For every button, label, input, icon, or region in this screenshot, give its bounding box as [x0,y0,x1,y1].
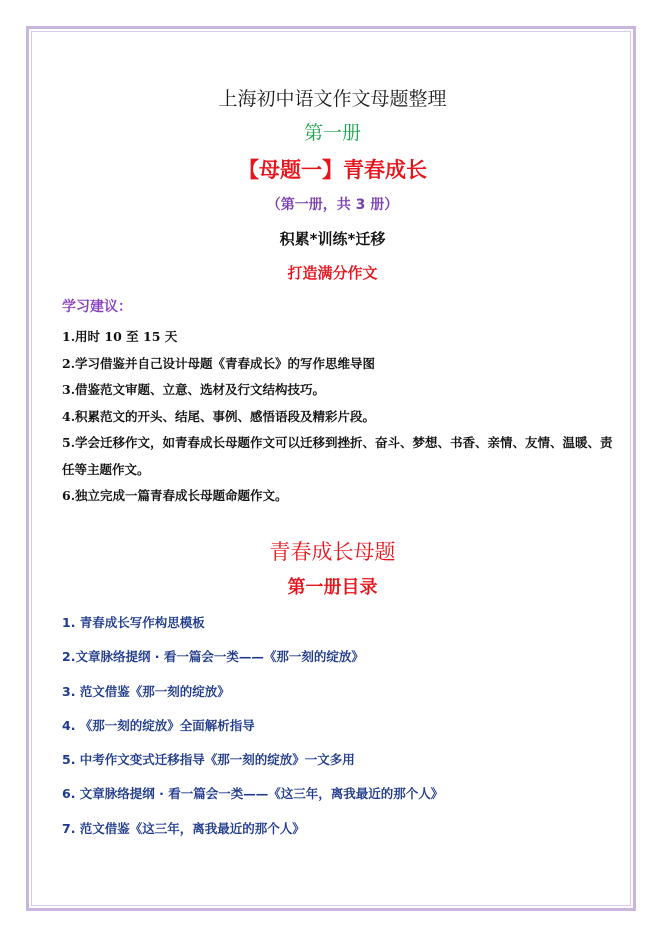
advice-item: 1.用时 10 至 15 天 [62,329,178,344]
toc-item[interactable]: 3. 范文借鉴《那一刻的绽放》 [62,683,230,699]
section-title: 青春成长母题 [269,540,396,564]
toc-item[interactable]: 5. 中考作文变式迁移指导《那一刻的绽放》一文多用 [62,752,355,768]
volume-label: 第一册 [303,122,361,144]
toc-item[interactable]: 2.文章脉络提纲 · 看一篇会一类——《那一刻的绽放》 [62,649,364,665]
motto: 积累*训练*迁移 [279,230,386,248]
topic-subtitle: （第一册，共 3 册） [266,197,399,213]
toc-item[interactable]: 6. 文章脉络提纲 · 看一篇会一类——《这三年，离我最近的那个人》 [62,786,444,802]
advice-item: 2.学习借鉴并自己设计母题《青春成长》的写作思维导图 [62,355,376,371]
topic-title: 【母题一】青春成长 [238,158,427,182]
advice-item: 5.学会迁移作文，如青春成长母题作文可以迁移到挫折、奋斗、梦想、书香、亲情、友情、温暖、责任等主题作文。 [62,435,613,477]
advice-heading: 学习建议： [62,299,132,315]
toc-heading: 第一册目录 [287,577,378,598]
table-of-contents [62,606,622,846]
advice-list [62,324,617,510]
advice-item: 3.借鉴范文审题、立意、选材及行文结构技巧。 [62,382,326,397]
advice-item: 4.积累范文的开头、结尾、事例、感悟语段及精彩片段。 [62,408,376,424]
advice-item: 6.独立完成一篇青春成长母题命题作文。 [62,488,288,503]
toc-item[interactable]: 4. 《那一刻的绽放》全面解析指导 [62,717,255,733]
toc-item[interactable]: 1. 青春成长写作构思模板 [62,615,205,630]
slogan: 打造满分作文 [287,264,378,282]
document-title: 上海初中语文作文母题整理 [218,88,447,110]
toc-item[interactable]: 7. 范文借鉴《这三年，离我最近的那个人》 [62,820,305,836]
